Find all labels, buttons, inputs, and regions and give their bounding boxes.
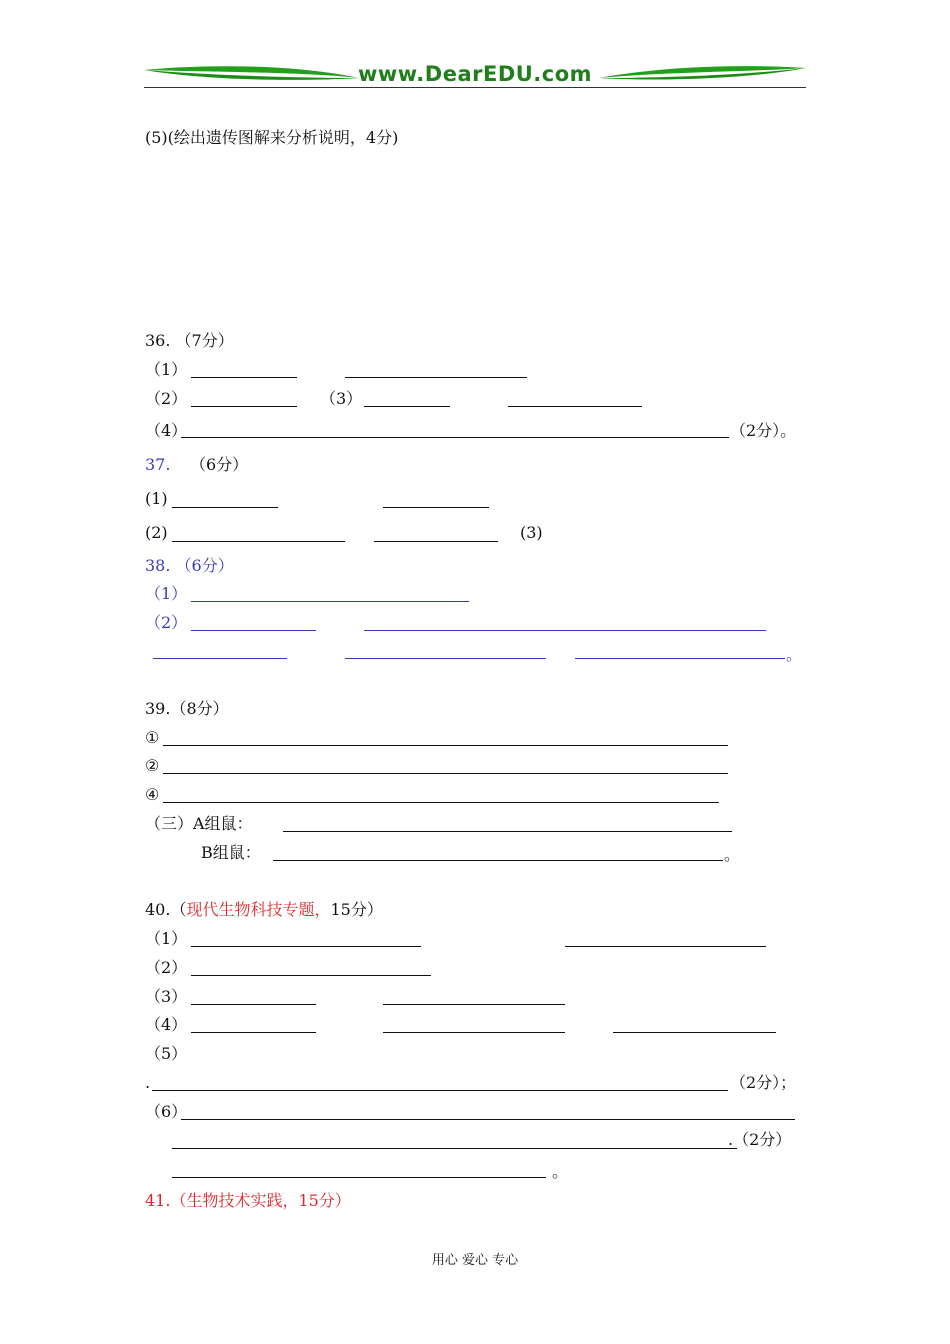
- q38-part2-blank-a[interactable]: [191, 630, 316, 631]
- q40-part5-label: （5）: [145, 1044, 188, 1063]
- q41-title: 41.（生物技术实践，15分）: [145, 1191, 351, 1210]
- q36-part4-blank[interactable]: [181, 437, 729, 438]
- q37-part1-blank-b[interactable]: [383, 507, 489, 508]
- q40-part6-blank-b[interactable]: [172, 1148, 737, 1149]
- q38-part1-blank[interactable]: [191, 601, 469, 602]
- q38-part2-blank-c[interactable]: [153, 658, 287, 659]
- q38-end-mark: 。: [786, 645, 803, 664]
- q36-part3-blank-b[interactable]: [508, 406, 642, 407]
- q39-item4-blank[interactable]: [163, 802, 719, 803]
- q40-part4-label: （4）: [145, 1015, 188, 1034]
- q38-part2-blank-e[interactable]: [575, 658, 785, 659]
- q37-part1-blank-a[interactable]: [172, 507, 278, 508]
- q37-part1-label: (1): [145, 489, 168, 508]
- q35-part5: (5)(绘出遗传图解来分析说明，4分): [145, 128, 399, 147]
- q38-title: 38. （6分）: [145, 556, 234, 575]
- q40-number: 40.（: [145, 900, 187, 919]
- q36-part3-blank-a[interactable]: [364, 406, 450, 407]
- q37-part3-label: (3): [520, 523, 543, 542]
- q39-item2-label: ②: [145, 756, 160, 775]
- q40-part5-dot: .: [145, 1073, 151, 1092]
- q38-part2-label: （2）: [145, 613, 188, 632]
- q40-part4-blank-a[interactable]: [191, 1032, 316, 1033]
- q40-part6-blank-c[interactable]: [172, 1177, 546, 1178]
- q36-part2-blank[interactable]: [191, 406, 297, 407]
- q39-item1-label: ①: [145, 728, 160, 747]
- q39-group-a-label: （三）A组鼠：: [145, 814, 253, 833]
- q40-part6-blank-a[interactable]: [181, 1119, 795, 1120]
- page-footer: 用心 爱心 专心: [431, 1253, 519, 1268]
- q40-part2-label: （2）: [145, 958, 188, 977]
- q36-part4-label: （4）: [145, 421, 188, 440]
- q39-title: 39.（8分）: [145, 699, 229, 718]
- q39-item2-blank[interactable]: [163, 773, 728, 774]
- q37-score: （6分）: [190, 455, 249, 474]
- q38-part2-blank-d[interactable]: [345, 658, 546, 659]
- q37-number: 37.: [145, 455, 171, 474]
- q39-group-a-blank[interactable]: [283, 831, 732, 832]
- q38-part2-blank-b[interactable]: [364, 630, 766, 631]
- q39-end-mark: 。: [724, 845, 741, 864]
- q37-part2-blank-b[interactable]: [374, 541, 498, 542]
- site-logo[interactable]: www.DearEDU.com: [357, 62, 593, 86]
- q40-part6-score: .（2分）: [728, 1130, 792, 1149]
- q40-part1-blank-a[interactable]: [191, 946, 421, 947]
- q36-part2-label: （2）: [145, 389, 188, 408]
- q36-part3-label: （3）: [320, 389, 363, 408]
- q40-part4-blank-b[interactable]: [383, 1032, 565, 1033]
- q40-score: 15分）: [330, 900, 383, 919]
- q39-item1-blank[interactable]: [163, 745, 728, 746]
- q40-part4-blank-c[interactable]: [613, 1032, 776, 1033]
- q39-item4-label: ④: [145, 785, 160, 804]
- q37-part2-blank-a[interactable]: [172, 541, 345, 542]
- q40-part5-score: （2分）；: [730, 1073, 797, 1092]
- q36-part4-score: （2分）。: [730, 421, 797, 440]
- q36-title: 36. （7分）: [145, 331, 234, 350]
- q40-title: [145, 900, 383, 920]
- q40-topic: 现代生物科技专题，: [186, 900, 331, 919]
- q40-part2-blank[interactable]: [191, 975, 431, 976]
- q40-part5-blank[interactable]: [152, 1090, 728, 1091]
- q36-part1-blank-b[interactable]: [345, 377, 527, 378]
- q40-end-mark: 。: [552, 1162, 569, 1181]
- q36-part1-blank-a[interactable]: [191, 377, 297, 378]
- q40-part3-blank-b[interactable]: [383, 1004, 565, 1005]
- q40-part1-blank-b[interactable]: [565, 946, 766, 947]
- header-rule: [144, 87, 806, 88]
- q40-part1-label: （1）: [145, 929, 188, 948]
- q36-part1-label: （1）: [145, 360, 188, 379]
- q39-group-b-label: B组鼠：: [201, 843, 261, 862]
- q40-part6-label: （6）: [145, 1102, 188, 1121]
- q40-part3-blank-a[interactable]: [191, 1004, 316, 1005]
- q39-group-b-blank[interactable]: [273, 860, 723, 861]
- q38-part1-label: （1）: [145, 584, 188, 603]
- q37-part2-label: (2): [145, 523, 168, 542]
- q40-part3-label: （3）: [145, 987, 188, 1006]
